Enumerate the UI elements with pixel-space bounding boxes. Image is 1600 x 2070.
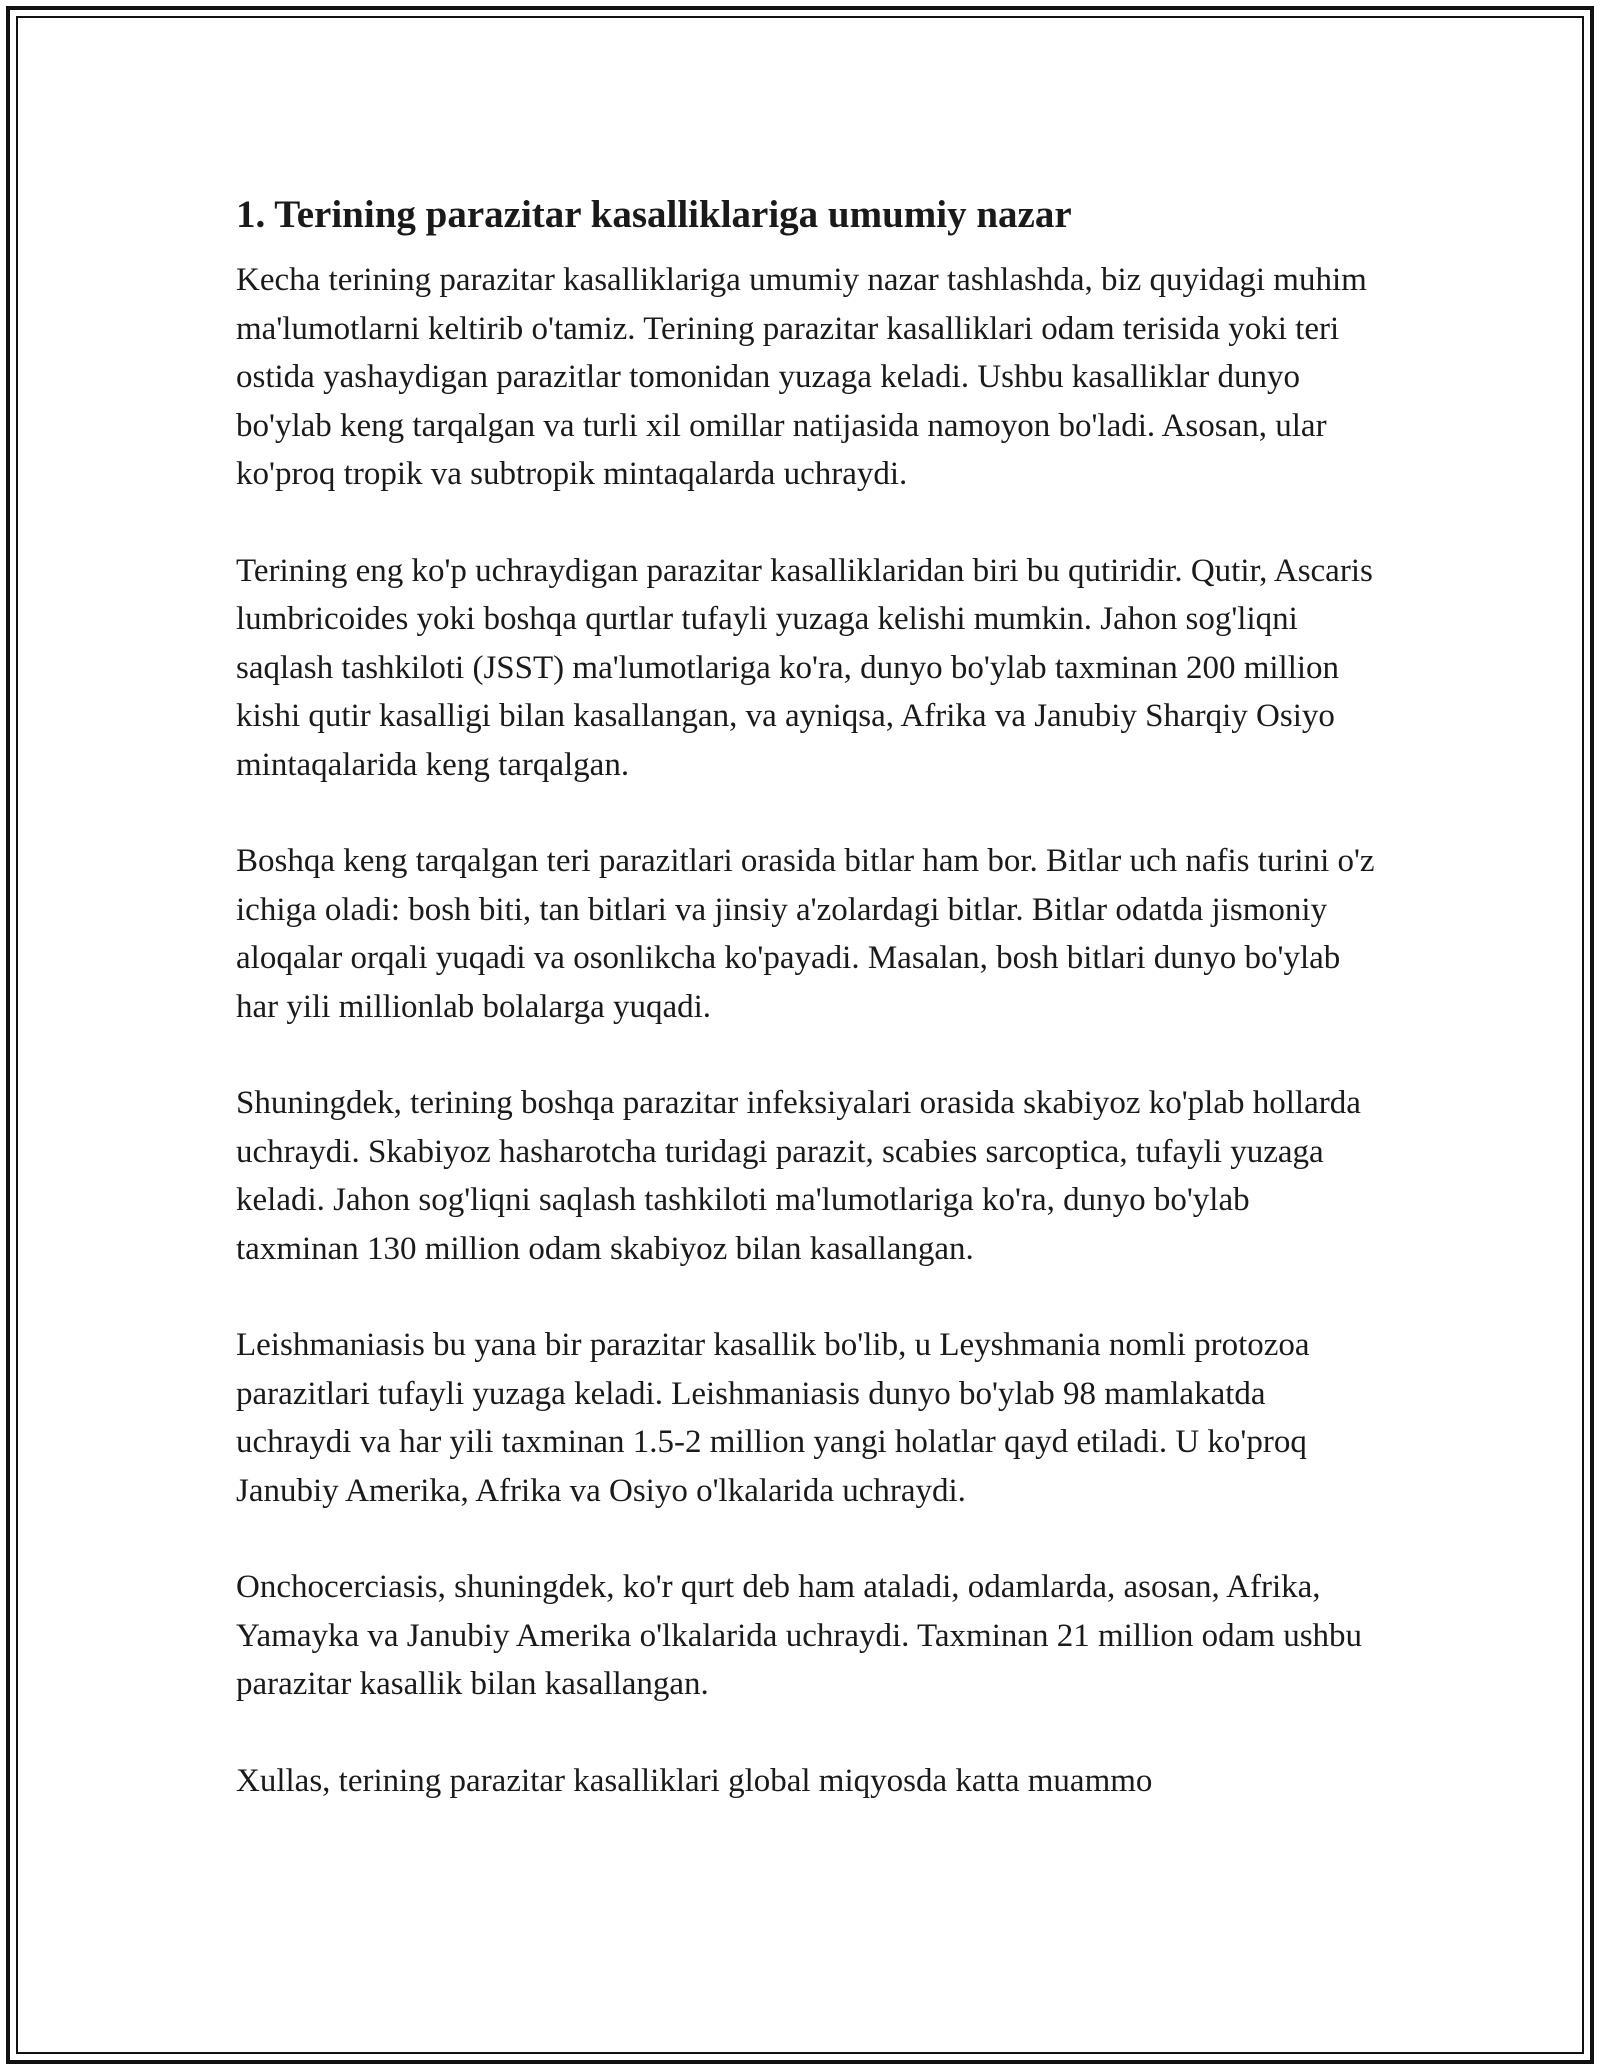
paragraph-conclusion: Xullas, terining parazitar kasalliklari global miqyosda katta muammo [236,1762,1153,1799]
paragraph-onchocerciasis: Onchocerciasis, shuningdek, ko'r qurt deb ham ataladi, odamlarda, asosan, Afrika, Yamayka va Janubiy Amerika o'lkalarida uchraydi. Taxminan 21 million odam ushbu parazitar kasallik bilan kasallangan. [236,1569,1363,1702]
paragraph-qutir: Terining eng ko'p uchraydigan parazitar kasalliklaridan biri bu qutiridir. Qutir, Ascaris lumbricoides yoki boshqa qurtlar tufayli yuzaga kelishi mumkin. Jahon sog'liqni saqlash tashkiloti (JSST) ma'lumotlariga ko'ra, dunyo bo'ylab taxminan 200 million kishi qutir kasalligi bilan kasallangan, va ayniqsa, Afrika va Janubiy Sharqiy Osiyo mintaqalarida keng tarqalgan. [236,552,1373,783]
document-title: 1. Terining parazitar kasalliklariga umumiy nazar [236,193,1072,236]
paragraph-bitlar: Boshqa keng tarqalgan teri parazitlari orasida bitlar ham bor. Bitlar uch nafis turini o'z ichiga oladi: bosh biti, tan bitlari va jinsiy a'zolardagi bitlar. Bitlar odatda jismoniy aloqalar orqali yuqadi va osonlikcha ko'payadi. Masalan, bosh bitlari dunyo bo'ylab har yili millionlab bolalarga yuqadi. [236,843,1375,1025]
document-page [236,186,1376,1853]
paragraph-skabiyoz: Shuningdek, terining boshqa parazitar infeksiyalari orasida skabiyoz ko'plab hollarda uchraydi. Skabiyoz hasharotcha turidagi parazit, scabies sarcoptica, tufayli yuzaga keladi. Jahon sog'liqni saqlash tashkiloti ma'lumotlariga ko'ra, dunyo bo'ylab taxminan 130 million odam skabiyoz bilan kasallangan. [236,1085,1361,1267]
paragraph-leishmaniasis: Leishmaniasis bu yana bir parazitar kasallik bo'lib, u Leyshmania nomli protozoa parazitlari tufayli yuzaga keladi. Leishmaniasis dunyo bo'ylab 98 mamlakatda uchraydi va har yili taxminan 1.5-2 million yangi holatlar qayd etiladi. U ko'proq Janubiy Amerika, Afrika va Osiyo o'lkalarida uchraydi. [236,1327,1310,1509]
paragraph-overview: Kecha terining parazitar kasalliklariga umumiy nazar tashlashda, biz quyidagi muhim ma'lumotlarni keltirib o'tamiz. Terining parazitar kasalliklari odam terisida yoki teri ostida yashaydigan parazitlar tomonidan yuzaga keladi. Ushbu kasalliklar dunyo bo'ylab keng tarqalgan va turli xil omillar natijasida namoyon bo'ladi. Asosan, ular ko'proq tropik va subtropik mintaqalarda uchraydi. [236,262,1367,492]
